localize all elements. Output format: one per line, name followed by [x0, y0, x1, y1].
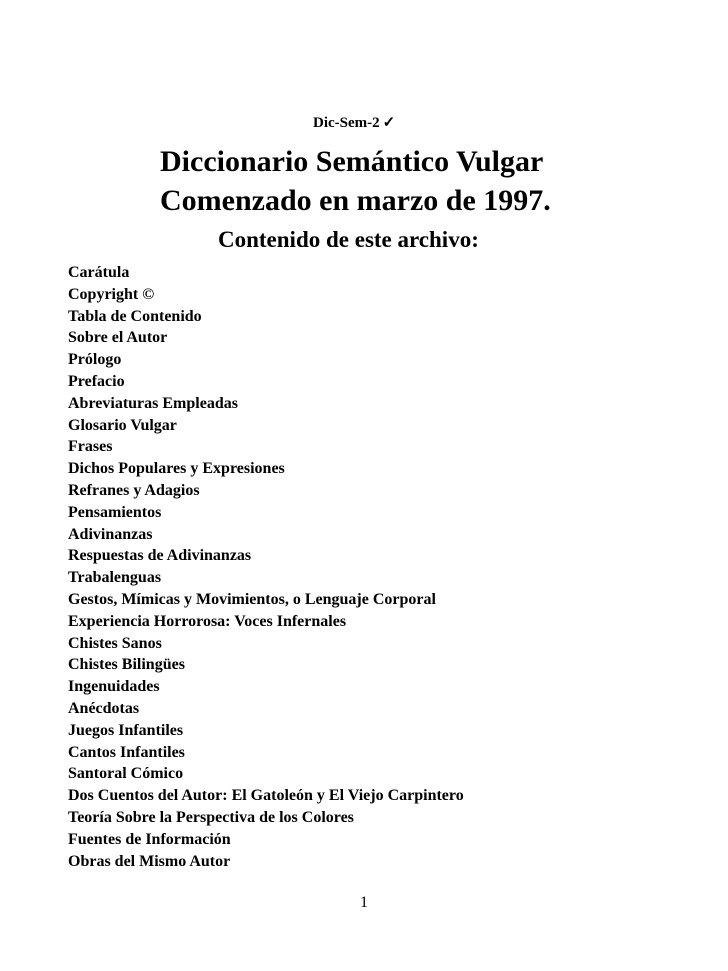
toc-item: Gestos, Mímicas y Movimientos, o Lenguaje Corporal: [68, 590, 436, 608]
check-icon: ✓: [382, 115, 396, 131]
toc-item: Pensamientos: [68, 503, 162, 521]
toc-item: Prólogo: [68, 351, 122, 369]
table-of-contents: [68, 262, 464, 872]
toc-item: Experiencia Horrorosa: Voces Infernales: [68, 612, 347, 630]
toc-item: Teoría Sobre la Perspectiva de los Colores: [68, 808, 354, 826]
toc-item: Refranes y Adagios: [68, 481, 200, 499]
document-code: Dic-Sem-2: [313, 115, 380, 131]
contents-heading: Contenido de este archivo:: [218, 227, 479, 252]
toc-item: Abreviaturas Empleadas: [68, 394, 238, 412]
toc-item: Prefacio: [68, 372, 125, 390]
toc-item: Obras del Mismo Autor: [68, 852, 231, 870]
document-subtitle: Comenzado en marzo de 1997.: [160, 184, 551, 217]
toc-item: Dos Cuentos del Autor: El Gatoleón y El Viejo Carpintero: [68, 787, 464, 805]
toc-item: Anécdotas: [68, 699, 140, 717]
toc-item: Tabla de Contenido: [68, 307, 202, 325]
toc-item: Sobre el Autor: [68, 329, 168, 347]
toc-item: Dichos Populares y Expresiones: [68, 460, 285, 478]
toc-item: Chistes Sanos: [68, 634, 162, 652]
document-title: Diccionario Semántico Vulgar: [160, 145, 544, 178]
toc-item: Ingenuidades: [68, 678, 160, 696]
title-block: [160, 142, 620, 220]
toc-item: Adivinanzas: [68, 525, 153, 543]
toc-item: Carátula: [68, 264, 130, 281]
toc-item: Glosario Vulgar: [68, 416, 177, 434]
page-number: 1: [360, 894, 368, 911]
toc-item: Juegos Infantiles: [68, 721, 184, 739]
toc-item: Copyright ©: [68, 285, 155, 303]
toc-item: Frases: [68, 438, 113, 456]
toc-item: Respuestas de Adivinanzas: [68, 547, 252, 565]
toc-item: Cantos Infantiles: [68, 743, 185, 761]
toc-item: Chistes Bilingües: [68, 656, 185, 674]
document-code-header: [313, 113, 395, 133]
toc-item: Santoral Cómico: [68, 765, 184, 783]
toc-item: Trabalenguas: [68, 569, 162, 587]
toc-item: Fuentes de Información: [68, 830, 231, 848]
